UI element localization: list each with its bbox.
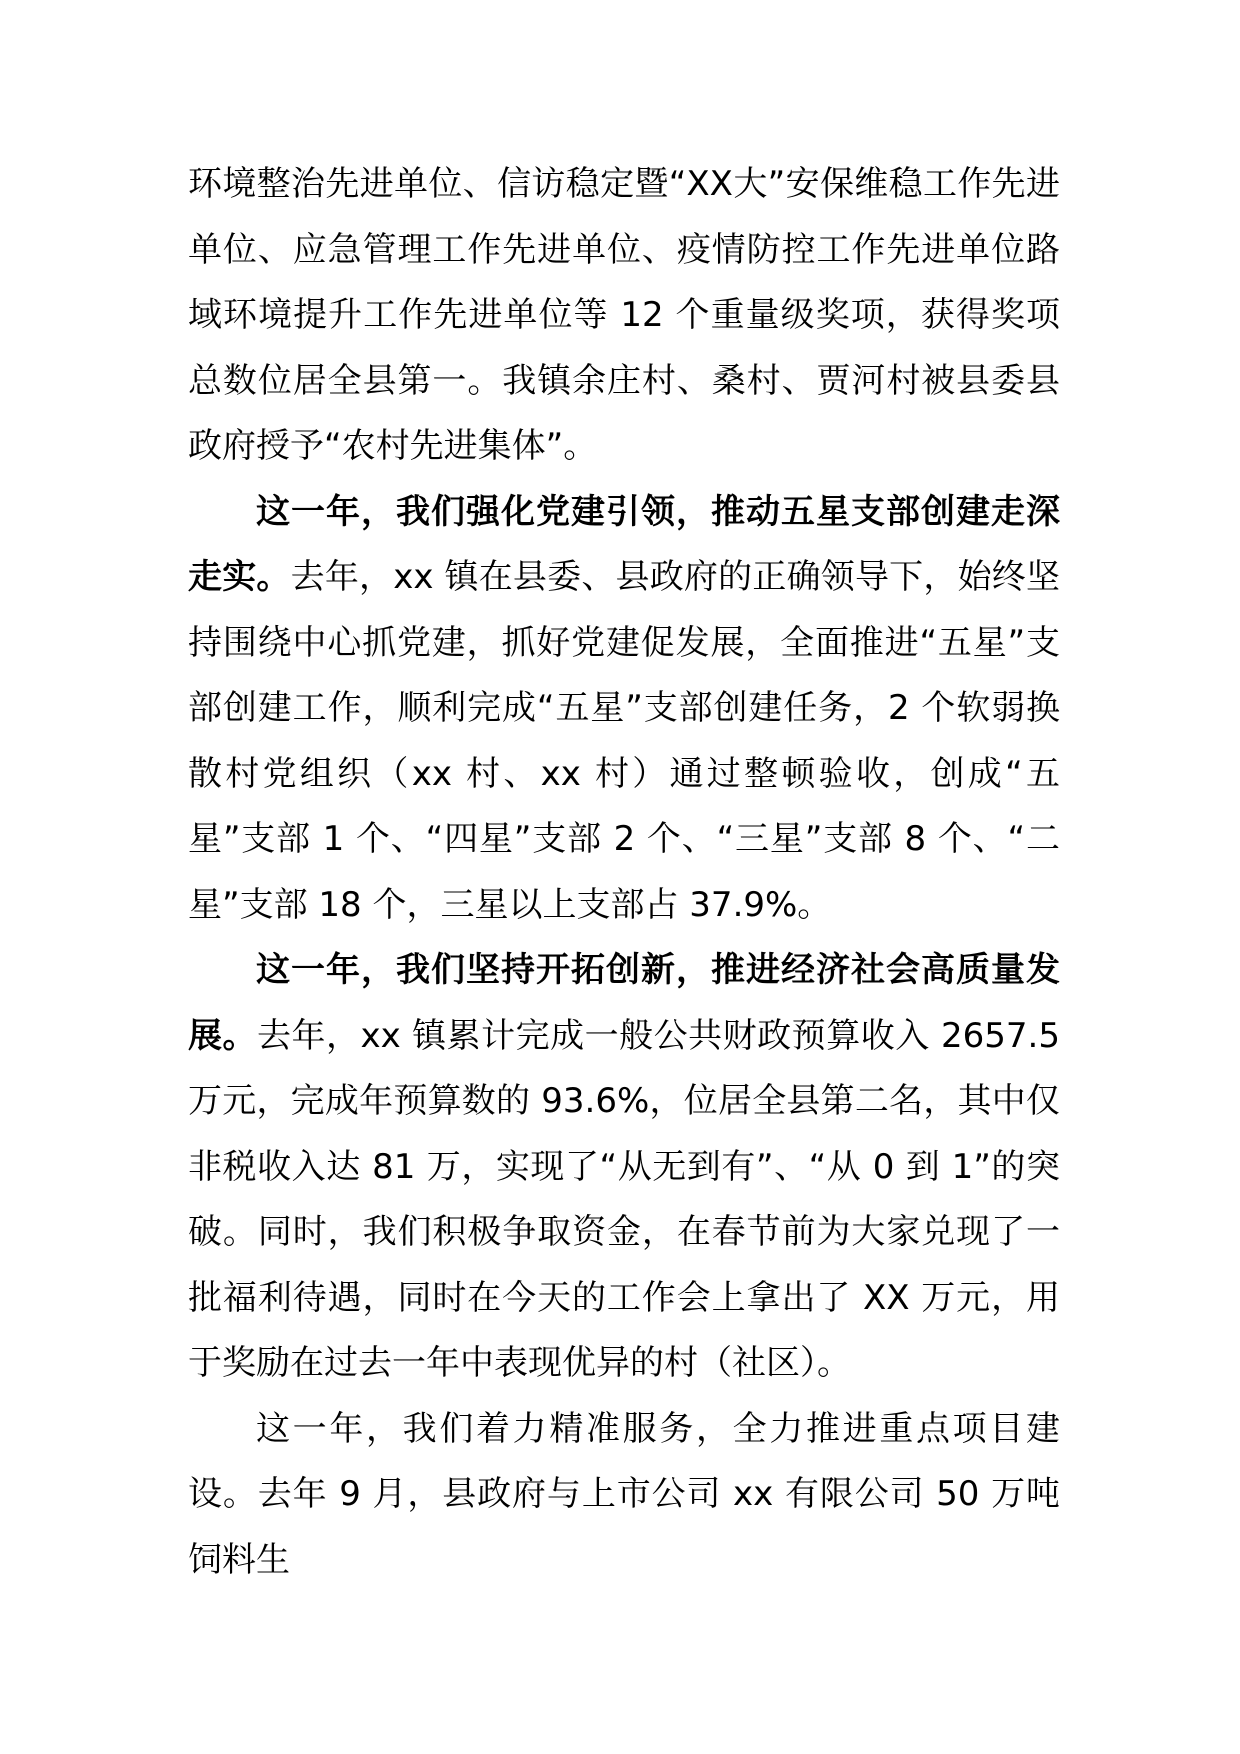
paragraph-heading: 这一年，我们坚持开拓创新，推进经济社会高质量发展。 — [188, 950, 1060, 1056]
paragraph-text: 去年，xx 镇累计完成一般公共财政预算收入 2657.5 万元，完成年预算数的 93.6%，位居全县第二名，其中仅非税收入达 81 万，实现了“从无到有”、“从 0 到 1”的突破。同时，我们积极争取资金，在春节前为大家兑现了一批福利待遇，同时在今天的工作会上拿出了 XX 万元，用于奖励在过去一年中表现优异的村（社区）。 — [188, 1015, 1060, 1383]
paragraph-heading: 这一年，我们强化党建引领，推动五星支部创建走深走实。 — [188, 491, 1060, 597]
paragraph-awards-continued — [188, 152, 1060, 480]
document-body — [188, 152, 1060, 1593]
paragraph-text: 环境整治先进单位、信访稳定暨“XX大”安保维稳工作先进单位、应急管理工作先进单位、疫情防控工作先进单位路域环境提升工作先进单位等 12 个重量级奖项，获得奖项总数位居全县第一。我镇余庄村、桑村、贾河村被县委县政府授予“农村先进集体”。 — [188, 164, 1060, 466]
paragraph-text: 这一年，我们着力精准服务，全力推进重点项目建设。去年 9 月，县政府与上市公司 xx 有限公司 50 万吨饲料生 — [188, 1408, 1060, 1580]
paragraph-text: 去年，xx 镇在县委、县政府的正确领导下，始终坚持围绕中心抓党建，抓好党建促发展，全面推进“五星”支部创建工作，顺利完成“五星”支部创建任务，2 个软弱换散村党组织（xx 村、xx 村）通过整顿验收，创成“五星”支部 1 个、“四星”支部 2 个、“三星”支部 8 个、“二星”支部 18 个，三星以上支部占 37.9%。 — [188, 557, 1060, 925]
paragraph-key-projects — [188, 1397, 1060, 1594]
paragraph-economy — [188, 938, 1060, 1397]
paragraph-party-building — [188, 480, 1060, 939]
